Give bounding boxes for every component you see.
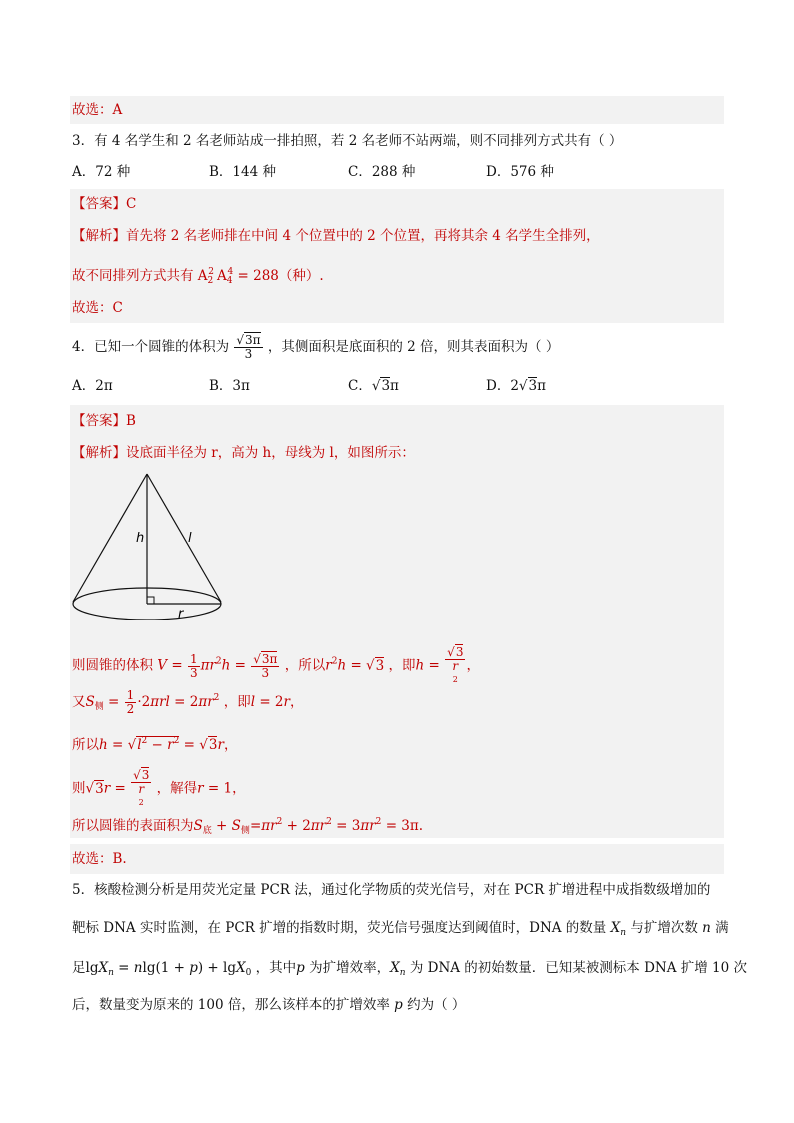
stem-text: 约为（ ） xyxy=(407,997,466,1013)
answer-band-q3-answer xyxy=(70,189,724,219)
q4-option-c: C．√3π xyxy=(348,378,399,394)
q4-analysis-line xyxy=(72,443,415,463)
label-h: h xyxy=(136,531,145,546)
stem-text: 足 xyxy=(72,960,86,976)
q3-option-b: B．144 种 xyxy=(209,164,276,180)
analysis-text: 设底面半径为 r，高为 h，母线为 l，如图所示： xyxy=(126,445,415,461)
answer-band-q4-answer xyxy=(70,405,724,435)
q4-step-4: 则√3r = √3 r 2 ，解得r = 1， xyxy=(72,768,246,807)
prev-conclusion: 故选：A xyxy=(72,102,123,118)
q5-line-1: 5．核酸检测分析是用荧光定量 PCR 法，通过化学物质的荧光信号，对在 PCR 扩增进程中成指数级增加的 xyxy=(72,882,711,898)
analysis-text: 首先将 2 名老师排在中间 4 个位置中的 2 个位置，再将其余 4 名学生全排列， xyxy=(126,228,600,244)
q4-stem xyxy=(72,334,559,361)
step-text: 所以 xyxy=(72,737,99,753)
step-text: ，即 xyxy=(223,694,251,710)
answer-value: C xyxy=(126,196,137,212)
label-l: l xyxy=(188,531,192,546)
answer-band-prev xyxy=(70,96,724,124)
answer-band-q4-conclusion xyxy=(70,844,724,874)
q4-answer-line xyxy=(72,411,136,431)
q3-answer-line xyxy=(72,194,136,214)
q3-option-d: D．576 种 xyxy=(486,164,554,180)
step-text: 则圆锥的体积 xyxy=(72,657,153,674)
step-text: 则 xyxy=(72,780,86,797)
q3-option-c: C．288 种 xyxy=(348,164,416,180)
option-label: D．2 xyxy=(486,378,519,394)
stem-text: 靶标 DNA 实时监测，在 PCR 扩增的指数时期，荧光信号强度达到阈值时，DNA 的数量 xyxy=(72,920,607,936)
q4-step-3: 所以$h = √l^2 - r^2 = √3r$， xyxy=(72,736,238,753)
q5-line-4: 后，数量变为原来的 100 倍，那么该样本的扩增效率 p 约为（ ） xyxy=(72,997,466,1013)
q4-option-a: A．2π xyxy=(72,378,113,394)
analysis-text: 故不同排列方式共有 xyxy=(72,268,194,284)
right-angle-mark xyxy=(147,597,154,604)
permutation-formula: $A_2^2$ $A_4^4$ xyxy=(197,267,234,286)
step-text: 又 xyxy=(72,694,86,710)
q3-analysis-line xyxy=(72,226,600,246)
step-text: ，即 xyxy=(388,657,416,674)
q3-conclusion: 故选：C xyxy=(72,300,123,316)
cone-figure xyxy=(70,470,230,620)
analysis-tag: 【解析】 xyxy=(72,445,126,461)
stem-text: 为扩增效率， xyxy=(309,960,391,976)
q5-line-3: 足lgX$_n$ = nlg(1 + p) + lgX$_0$ ，其中p 为扩增效率，$X_n$ 为 DNA 的初始数量．已知某被测标本 DNA 扩增 10 次 xyxy=(72,960,748,978)
step-text: ，解得 xyxy=(156,780,198,797)
q4-option-b: B．3π xyxy=(209,378,250,394)
q5-line-2: 靶标 DNA 实时监测，在 PCR 扩增的指数时期，荧光信号强度达到阈值时，DNA 的数量 $X_n$ 与扩增次数 n 满 xyxy=(72,920,729,938)
q4-step-2: 又$S_侧$ = $\frac{1}{2}$ $\cdot 2\pi rl = 2\pi r^2$ ，即l = 2r， xyxy=(72,688,304,716)
stem-text: 4．已知一个圆锥的体积为 xyxy=(72,339,230,355)
stem-text: ，其侧面积是底面积的 2 倍，则其表面积为（ ） xyxy=(267,339,560,355)
q4-conclusion: 故选：B. xyxy=(72,851,127,867)
q3-option-a: A．72 种 xyxy=(72,164,131,180)
step-text: 所以圆锥的表面积为 xyxy=(72,818,194,834)
step-text: ，所以 xyxy=(284,657,326,674)
analysis-math: = 288（种）. xyxy=(237,268,324,284)
answer-tag: 【答案】 xyxy=(72,196,126,212)
answer-value: B xyxy=(126,413,136,429)
stem-text: 后，数量变为原来的 100 倍，那么该样本的扩增效率 xyxy=(72,997,390,1013)
answer-band-q3-conclusion xyxy=(70,293,724,323)
stem-text: ，其中 xyxy=(255,960,297,976)
q3-stem: 3．有 4 名学生和 2 名老师站成一排拍照，若 2 名老师不站两端，则不同排列方式共有（ ） xyxy=(72,133,623,149)
cone-slant-edge xyxy=(147,474,221,602)
label-r: r xyxy=(178,607,184,620)
stem-text: 为 DNA 的初始数量．已知某被测标本 DNA 扩增 10 次 xyxy=(409,960,748,976)
stem-text: 与扩增次数 xyxy=(630,920,698,936)
stem-text: 满 xyxy=(715,920,729,936)
q4-step-1: 则圆锥的体积 V = $\frac{1}{3}$ $\pi r^2h$ = $\frac{√3\pi}{3}$ ，所以$r^2h = √3$ ，即h = √3 r 2 ， xyxy=(72,645,480,684)
q3-analysis-line2 xyxy=(72,262,324,291)
analysis-tag: 【解析】 xyxy=(72,228,126,244)
q4-option-d: D．2√3π xyxy=(486,378,546,394)
q4-step-5: 所以圆锥的表面积为$S_底 + S_侧=\pi r^2 + 2\pi r^2 = 3\pi r^2 = 3\pi$. xyxy=(72,817,424,836)
volume-fraction: $\frac{√3\pi}{3}$ xyxy=(236,333,261,361)
answer-tag: 【答案】 xyxy=(72,413,126,429)
option-label: C． xyxy=(348,378,372,394)
